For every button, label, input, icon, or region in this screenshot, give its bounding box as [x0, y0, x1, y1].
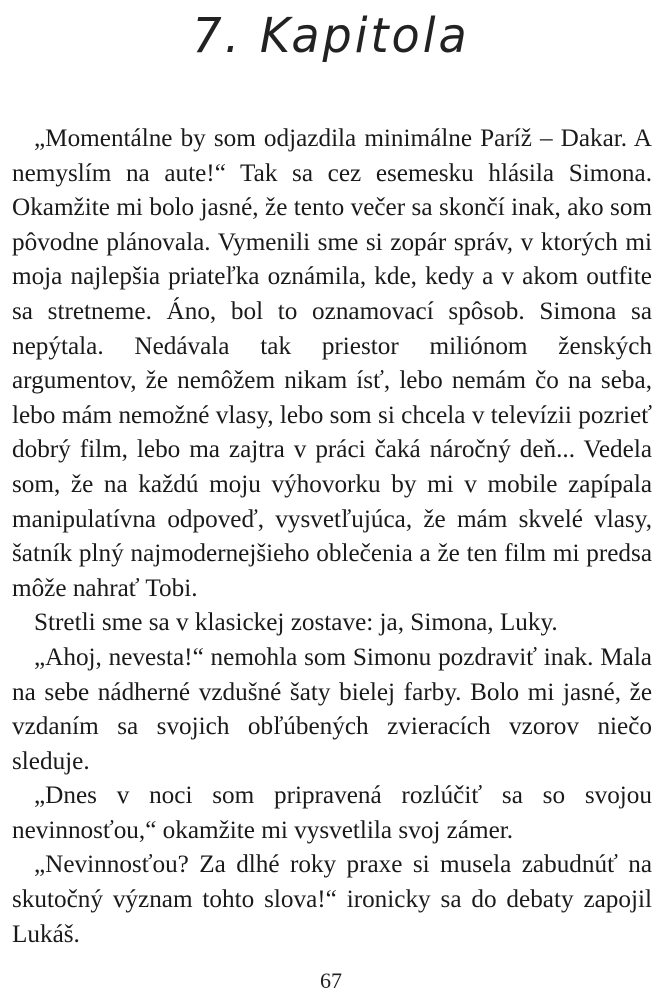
paragraph: „Momentálne by som odjazdila minimálne Paríž – Dakar. A nemyslím na aute!“ Tak sa cez esemesku hlásila Simona. Okamžite mi bolo jasné, že tento večer sa skončí inak, ako som pôvodne plánovala. Vymenili sme si zopár správ, v ktorých mi moja najlepšia priateľka oznámila, kde, kedy a v akom outfite sa stretneme. Áno, bol to oznamovací spôsob. Simona sa nepýtala. Nedávala tak priestor miliónom ženských argumentov, že nemôžem nikam ísť, lebo nemám čo na seba, lebo mám nemožné vlasy, lebo som si chcela v televízii pozrieť dobrý film, lebo ma zajtra v práci čaká náročný deň... Vedela som, že na každú moju výhovorku by mi v mobile zapípala manipulatívna odpoveď, vysvetľujúca, že mám skvelé vlasy, šatník plný najmodernejšieho oblečenia a že ten film mi predsa môže nahrať Tobi.: [12, 125, 652, 602]
page-number: 67: [320, 968, 342, 993]
chapter-body: [12, 122, 652, 952]
paragraph: „Ahoj, nevesta!“ nemohla som Simonu pozdraviť inak. Mala na sebe nádherné vzdušné šaty bielej farby. Bolo mi jasné, že vzdaním sa svojich obľúbených zvieracích vzorov niečo sleduje.: [12, 643, 652, 775]
paragraph: Stretli sme sa v klasickej zostave: ja, Simona, Luky.: [34, 609, 558, 637]
chapter-title: 7. Kapitola: [192, 6, 470, 64]
paragraph: „Nevinnosťou? Za dlhé roky praxe si musela zabudnúť na skutočný význam tohto slova!“ ironicky sa do debaty zapojil Lukáš.: [12, 851, 652, 948]
paragraph: „Dnes v noci som pripravená rozlúčiť sa so svojou nevinnosťou,“ okamžite mi vysvetlila svoj zámer.: [12, 782, 652, 844]
